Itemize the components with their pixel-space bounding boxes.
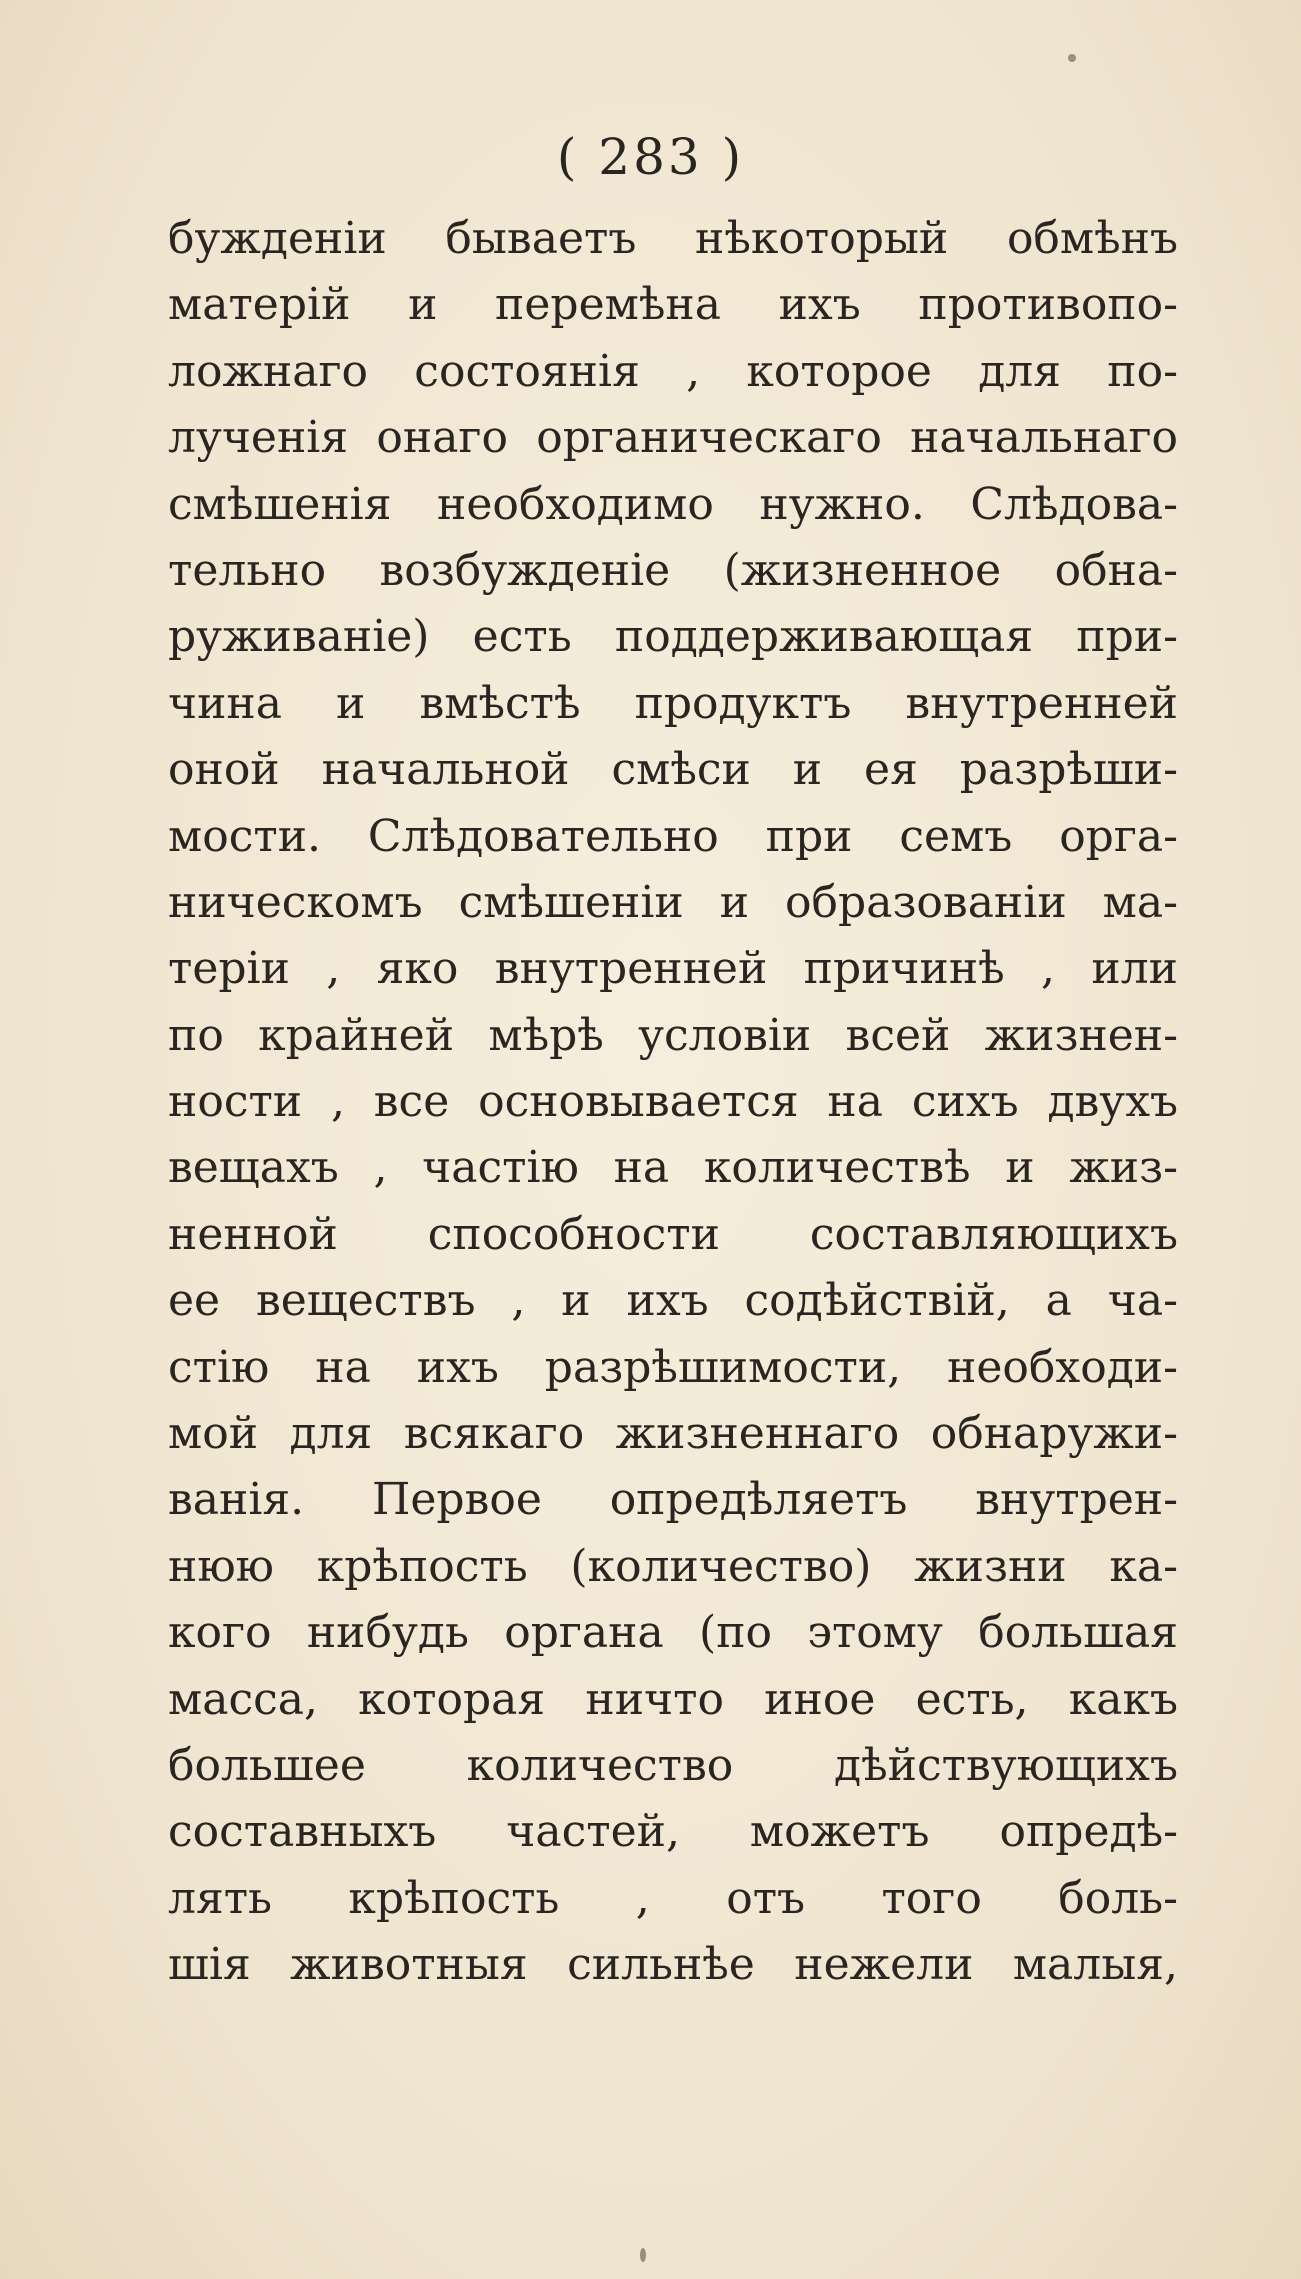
- text-line: по крайней мѣрѣ условіи всей жизнен-: [168, 1009, 1178, 1061]
- text-line: чина и вмѣстѣ продуктъ внутренней: [168, 677, 1178, 729]
- text-line: ности , все основывается на сихъ двухъ: [168, 1076, 1178, 1128]
- text-line: ложнаго состоянія , которое для по-: [168, 345, 1178, 397]
- text-line: составныхъ частей, можетъ опредѣ-: [168, 1806, 1178, 1858]
- text-line: ванія. Первое опредѣляетъ внутрен-: [168, 1474, 1178, 1526]
- text-line: мой для всякаго жизненнаго обнаружи-: [168, 1408, 1178, 1460]
- text-line: нюю крѣпость (количество) жизни ка-: [168, 1540, 1178, 1592]
- text-line: ненной способности составляющихъ: [168, 1208, 1178, 1260]
- body-text: [168, 206, 1178, 1999]
- text-line: матерій и перемѣна ихъ противопо-: [168, 279, 1178, 331]
- paper-speck: [640, 2248, 646, 2262]
- text-line: лученія онаго органическаго начальнаго: [168, 412, 1178, 464]
- text-line: тельно возбужденіе (жизненное обна-: [168, 544, 1178, 596]
- text-line: вещахъ , частію на количествѣ и жиз-: [168, 1142, 1178, 1194]
- text-line: теріи , яко внутренней причинѣ , или: [168, 943, 1178, 995]
- text-line: смѣшенія необходимо нужно. Слѣдова-: [168, 478, 1178, 530]
- text-line: шія животныя сильнѣе нежели малыя,: [168, 1939, 1178, 1991]
- text-line: лять крѣпость , отъ того боль-: [168, 1872, 1178, 1924]
- text-line: стію на ихъ разрѣшимости, необходи-: [168, 1341, 1178, 1393]
- text-line: масса, которая ничто иное есть, какъ: [168, 1673, 1178, 1725]
- text-line: руживаніе) есть поддерживающая при-: [168, 611, 1178, 663]
- paper-speck: [1068, 54, 1076, 62]
- text-line: оной начальной смѣси и ея разрѣши-: [168, 744, 1178, 796]
- text-line: ее веществъ , и ихъ содѣйствій, а ча-: [168, 1275, 1178, 1327]
- text-line: мости. Слѣдовательно при семъ орга-: [168, 810, 1178, 862]
- text-line: кого нибудь органа (по этому большая: [168, 1607, 1178, 1659]
- text-line: ническомъ смѣшеніи и образованіи ма-: [168, 876, 1178, 928]
- text-line: большее количество дѣйствующихъ: [168, 1739, 1178, 1791]
- text-line: бужденіи бываетъ нѣкоторый обмѣнъ: [168, 213, 1178, 264]
- page-number: ( 283 ): [556, 128, 745, 186]
